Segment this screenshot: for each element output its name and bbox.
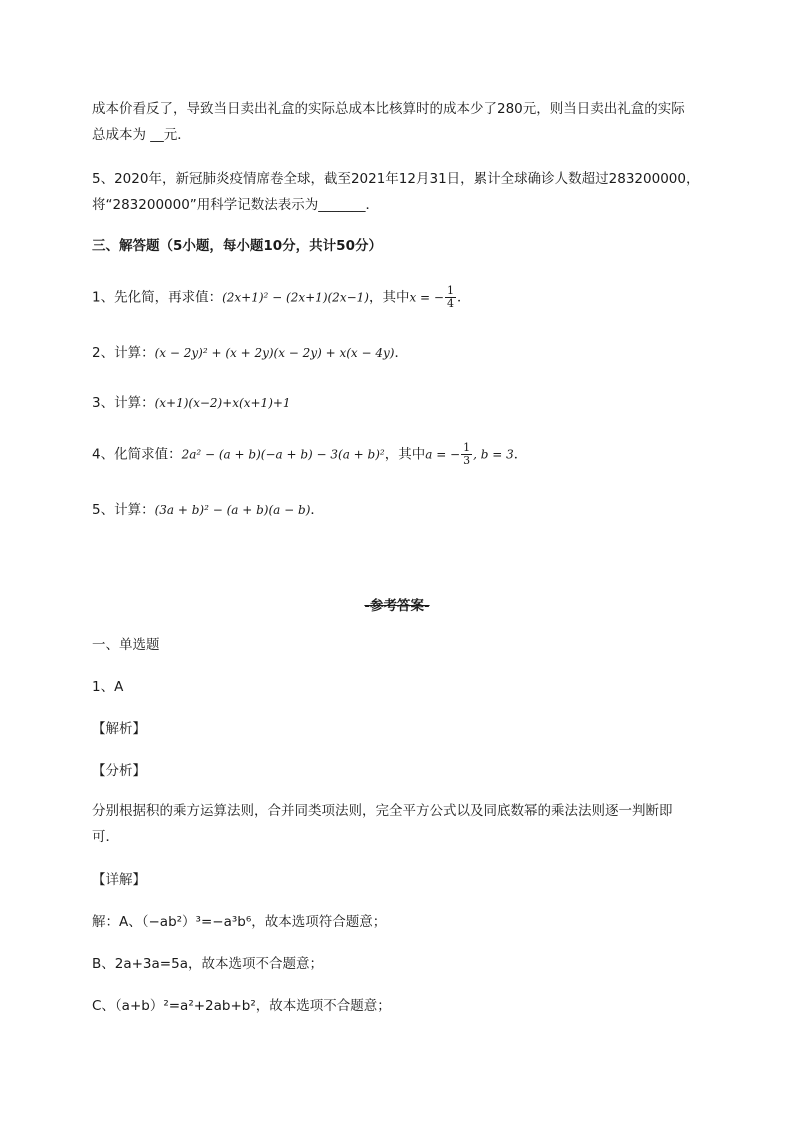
answer-1: 1、A [92, 679, 124, 695]
fraction-denominator: 4 [446, 297, 454, 310]
problem-5-end: ． [310, 502, 324, 518]
problem-1-prefix: 1、先化简，再求值： [92, 289, 223, 306]
fenxi-text-line1: 分别根据积的乘方运算法则，合并同类项法则，完全平方公式以及同底数幂的乘法法则逐一判断即 [92, 803, 673, 819]
fraction-numerator: 1 [463, 441, 471, 454]
paragraph-q5-line1: 5、2020年，新冠肺炎疫情席卷全球，截至2021年12月31日，累计全球确诊人数超过283200000， [92, 171, 700, 187]
fenxi-text-line2: 可． [92, 829, 119, 845]
problem-1-variable: x = − [409, 290, 444, 305]
answers-part-heading: 一、单选题 [92, 637, 160, 653]
fraction-numerator: 1 [446, 284, 454, 297]
problem-5 [92, 501, 324, 519]
problem-1 [92, 285, 470, 310]
paragraph-q5-line2: 将“283200000”用科学记数法表示为_______． [92, 197, 380, 213]
problem-2-expression: (x − 2y)² + (x + 2y)(x − 2y) + x(x − 4y) [154, 346, 395, 360]
problem-1-expression: (2x+1)² − (2x+1)(2x−1) [222, 290, 369, 305]
problem-4-prefix: 4、化简求值： [92, 446, 182, 463]
fraction-denominator: 3 [463, 454, 471, 467]
solution-b: B、2a+3a=5a，故本选项不合题意； [92, 956, 323, 972]
problem-2 [92, 344, 408, 362]
problem-1-fraction [445, 285, 456, 310]
problem-3-prefix: 3、计算： [92, 395, 155, 411]
problem-2-prefix: 2、计算： [92, 345, 155, 361]
problem-4-tail: , b = 3 [473, 447, 514, 462]
problem-1-mid: ，其中 [368, 289, 410, 306]
problem-4-variable: a = − [425, 447, 461, 462]
fenxi-label: 【分析】 [92, 763, 146, 779]
problem-4 [92, 442, 527, 467]
problem-4-fraction [461, 442, 472, 467]
problem-3 [92, 394, 291, 412]
problem-3-expression: (x+1)(x−2)+x(x+1)+1 [154, 396, 291, 410]
problem-5-prefix: 5、计算： [92, 502, 155, 518]
problem-4-expression: 2a² − (a + b)(−a + b) − 3(a + b)² [181, 447, 385, 462]
answers-title: -参考答案- [364, 598, 430, 614]
section-heading: 三、解答题（5小题，每小题10分，共计50分） [92, 238, 382, 254]
detail-label: 【详解】 [92, 872, 146, 888]
analysis-label: 【解析】 [92, 721, 146, 737]
problem-1-end: ． [456, 289, 471, 306]
paragraph-q4-line2: 总成本为 __元． [92, 127, 191, 143]
problem-2-end: ． [394, 345, 408, 361]
solution-a: 解：A、（−ab²）³=−a³b⁶，故本选项符合题意； [92, 914, 387, 930]
problem-4-mid: ，其中 [384, 446, 426, 463]
solution-c: C、（a+b）²=a²+2ab+b²，故本选项不合题意； [92, 998, 391, 1014]
paragraph-q4-line1: 成本价看反了，导致当日卖出礼盒的实际总成本比核算时的成本少了280元，则当日卖出礼盒的实际 [92, 101, 685, 117]
problem-4-end: ． [513, 446, 528, 463]
problem-5-expression: (3a + b)² − (a + b)(a − b) [154, 503, 311, 517]
